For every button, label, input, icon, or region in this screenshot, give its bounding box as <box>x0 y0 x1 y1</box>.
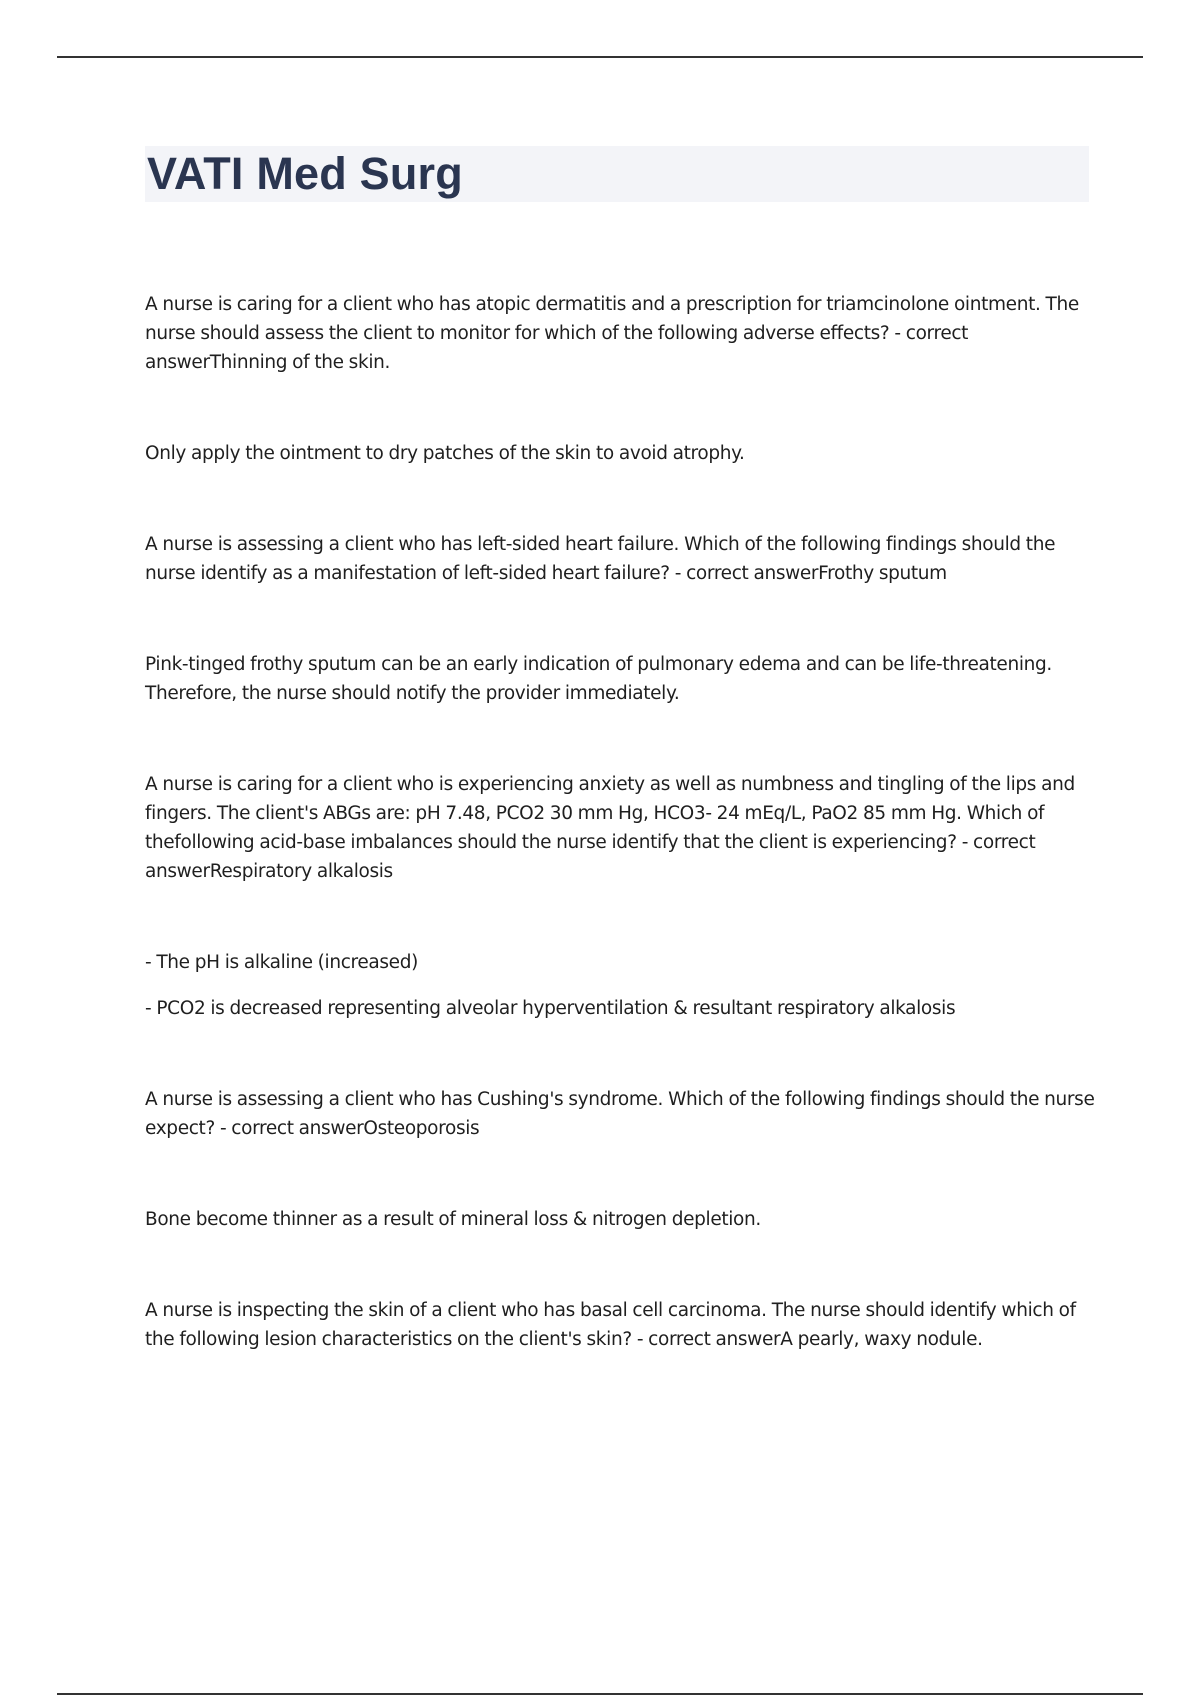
title-banner <box>145 146 1089 202</box>
question-paragraph: A nurse is caring for a client who is experiencing anxiety as well as numbness and tingling of the lips and fingers. The client's ABGs are: pH 7.48, PCO2 30 mm Hg, HCO3- 24 mEq/L, PaO2 85 mm Hg. Which of thefollowing acid-base imbalances should the nurse identify that the client is experiencing? - correct answerRespiratory alkalosis <box>145 774 1075 882</box>
rationale-paragraph: Pink-tinged frothy sputum can be an early indication of pulmonary edema and can be life-threatening. Therefore, the nurse should notify the provider immediately. <box>145 654 1052 704</box>
header-rule <box>57 56 1143 58</box>
document-body <box>145 290 1095 1354</box>
rationale-paragraph: Bone become thinner as a result of mineral loss & nitrogen depletion. <box>145 1209 761 1230</box>
rationale-paragraph: Only apply the ointment to dry patches of the skin to avoid atrophy. <box>145 443 745 464</box>
page-title: VATI Med Surg <box>147 148 463 199</box>
rationale-bullet: - PCO2 is decreased representing alveolar hyperventilation & resultant respiratory alkalosis <box>145 998 956 1019</box>
question-paragraph: A nurse is assessing a client who has left-sided heart failure. Which of the following findings should the nurse identify as a manifestation of left-sided heart failure? - correct answerFrothy sputum <box>145 534 1056 584</box>
rationale-bullet: - The pH is alkaline (increased) <box>145 952 418 973</box>
question-paragraph: A nurse is assessing a client who has Cushing's syndrome. Which of the following findings should the nurse expect? - correct answerOsteoporosis <box>145 1089 1095 1139</box>
question-paragraph: A nurse is caring for a client who has atopic dermatitis and a prescription for triamcinolone ointment. The nurse should assess the client to monitor for which of the following adverse effects? - correct answerThinning of the skin. <box>145 294 1079 373</box>
footer-rule <box>57 1693 1143 1695</box>
question-paragraph: A nurse is inspecting the skin of a client who has basal cell carcinoma. The nurse should identify which of the following lesion characteristics on the client's skin? - correct answerA pearly, waxy nodule. <box>145 1300 1076 1350</box>
